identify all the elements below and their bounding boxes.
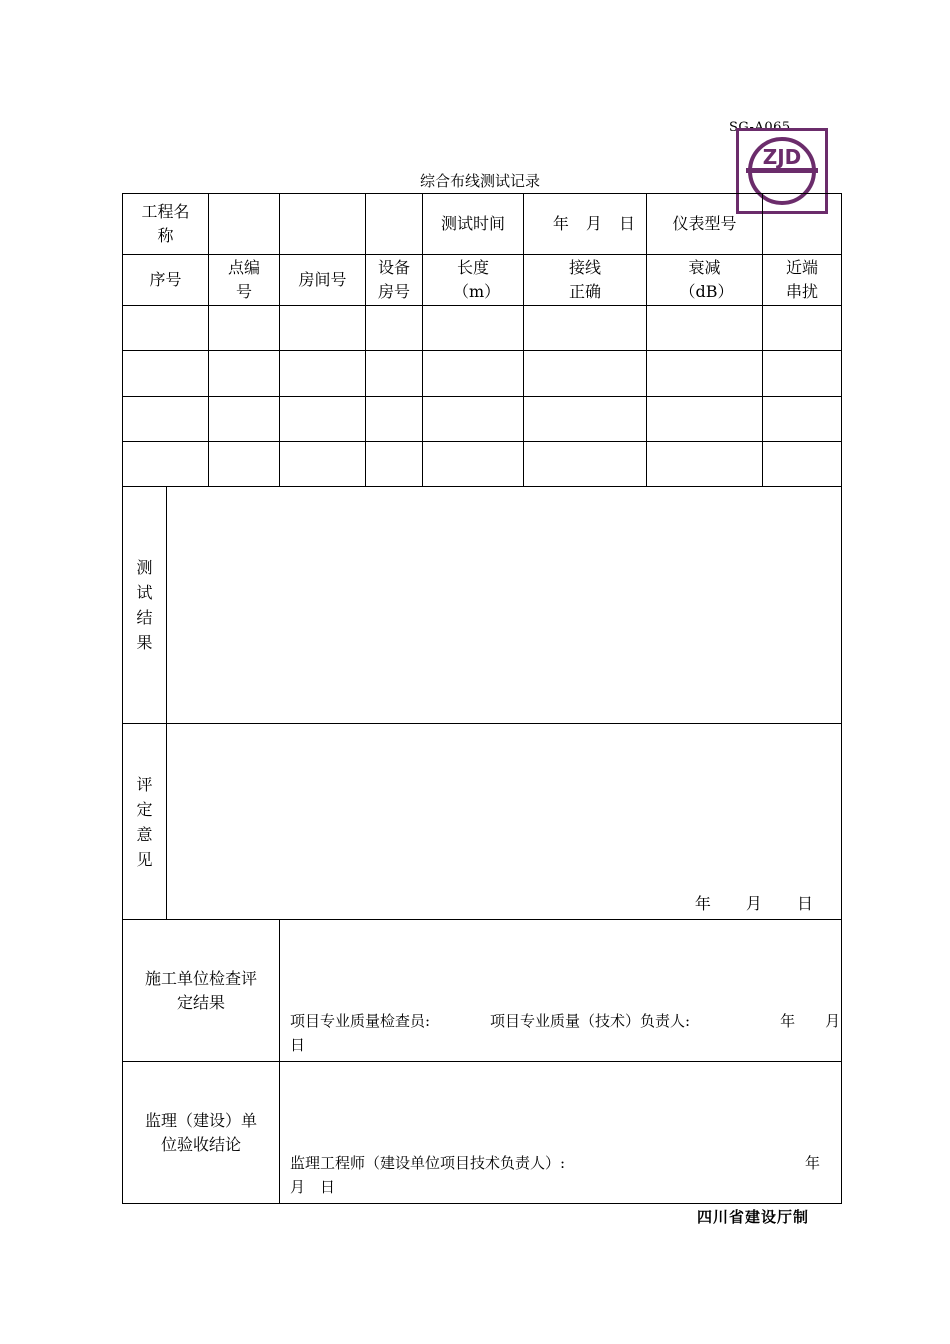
data-row bbox=[123, 351, 842, 397]
construction-signature-field[interactable]: 项目专业质量检查员: 项目专业质量（技术）负责人: 年 月 日 bbox=[280, 920, 842, 1062]
supervision-label: 监理（建设）单位验收结论 bbox=[123, 1062, 280, 1204]
col-wiring: 接线正确 bbox=[524, 255, 647, 306]
column-header-row bbox=[123, 255, 842, 306]
test-date-field[interactable]: 年 月 日 bbox=[524, 194, 647, 255]
project-name-label: 工程名称 bbox=[123, 194, 209, 255]
test-result-field[interactable] bbox=[167, 487, 842, 724]
col-attenuation: 衰减（dB） bbox=[647, 255, 763, 306]
evaluation-label: 评定意见 bbox=[123, 724, 167, 920]
issuer-footer: 四川省建设厅制 bbox=[697, 1208, 810, 1226]
col-seq: 序号 bbox=[123, 255, 209, 306]
evaluation-field[interactable] bbox=[167, 724, 842, 920]
project-name-field-3[interactable] bbox=[366, 194, 423, 255]
instrument-model-label: 仪表型号 bbox=[647, 194, 763, 255]
supervision-signature-field[interactable]: 监理工程师（建设单位项目技术负责人）: 年 月 日 bbox=[280, 1062, 842, 1204]
evaluation-date: 年 月 日 bbox=[694, 894, 813, 913]
project-name-field-1[interactable] bbox=[209, 194, 280, 255]
col-next: 近端串扰 bbox=[763, 255, 842, 306]
evaluation-row bbox=[123, 724, 842, 920]
col-device-room: 设备房号 bbox=[366, 255, 423, 306]
test-record-form bbox=[122, 193, 856, 1204]
data-row bbox=[123, 306, 842, 351]
construction-row bbox=[123, 920, 842, 1062]
col-length: 长度（m） bbox=[423, 255, 524, 306]
data-row bbox=[123, 397, 842, 442]
construction-label: 施工单位检查评定结果 bbox=[123, 920, 280, 1062]
project-name-field-2[interactable] bbox=[280, 194, 366, 255]
instrument-model-field[interactable] bbox=[763, 194, 842, 255]
test-result-label: 测试结果 bbox=[123, 487, 167, 724]
col-point-no: 点编号 bbox=[209, 255, 280, 306]
project-header-row bbox=[123, 194, 842, 255]
test-result-row bbox=[123, 487, 842, 724]
logo-text: ZJD bbox=[762, 145, 802, 169]
test-time-label: 测试时间 bbox=[423, 194, 524, 255]
data-row bbox=[123, 442, 842, 487]
form-code: SG-A065 bbox=[729, 120, 791, 135]
col-room-no: 房间号 bbox=[280, 255, 366, 306]
document-title: 综合布线测试记录 bbox=[419, 172, 540, 190]
supervision-row bbox=[123, 1062, 842, 1204]
